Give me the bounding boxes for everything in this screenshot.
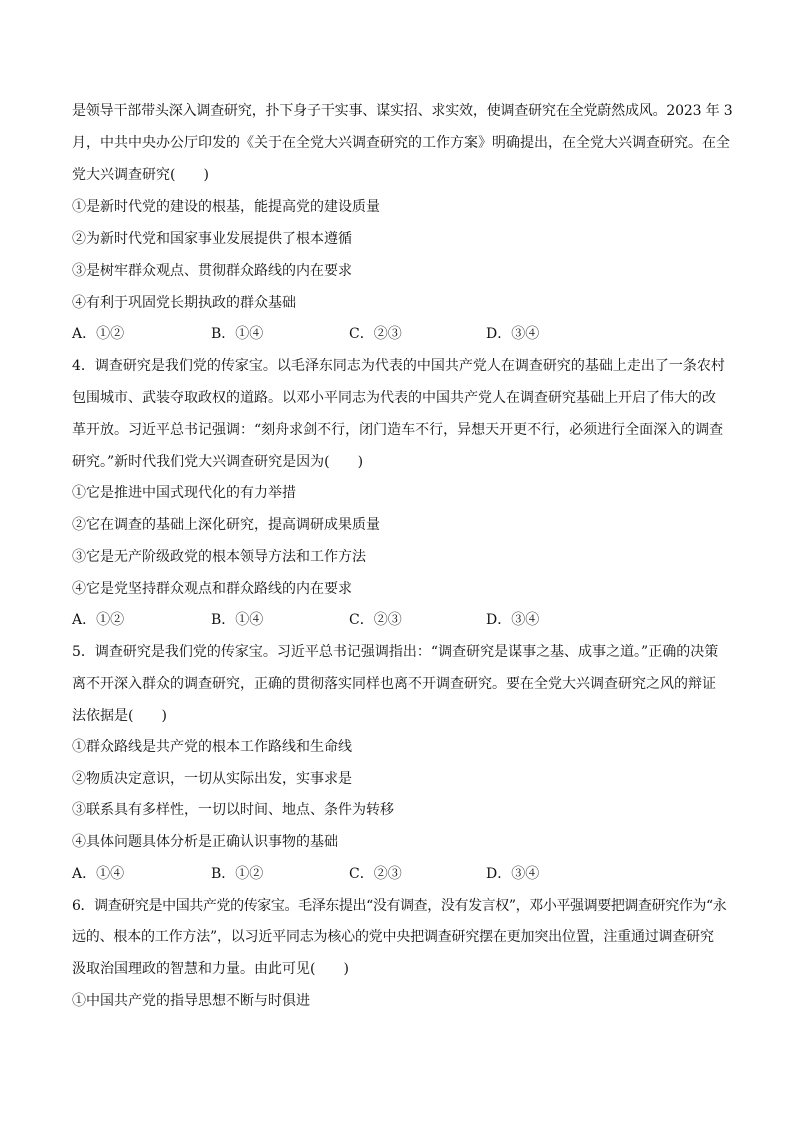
q6-stem-line-3: 汲取治国理政的智慧和力量。由此可见( ) [72, 961, 349, 977]
q4-option-a[interactable]: A．①② [72, 612, 125, 628]
q6-item-1: ①中国共产党的指导思想不断与时俱进 [72, 993, 310, 1009]
q4-option-b[interactable]: B．①④ [211, 612, 264, 628]
q4-item-3: ③它是无产阶级政党的根本领导方法和工作方法 [72, 549, 366, 565]
q5-option-a[interactable]: A．①④ [72, 866, 125, 882]
q6-stem-line-2: 远的、根本的工作方法”，以习近平同志为核心的党中央把调查研究摆在更加突出位置，注重通过调查研究 [72, 929, 714, 945]
q4-stem-line-4: 研究。”新时代我们党大兴调查研究是因为( ) [72, 454, 364, 470]
q3-option-c[interactable]: C．②③ [349, 326, 402, 342]
q4-item-4: ④它是党坚持群众观点和群众路线的内在要求 [72, 581, 352, 597]
q5-option-c[interactable]: C．②③ [349, 866, 402, 882]
q3-stem-line-1: 是领导干部带头深入调查研究，扑下身子干实事、谋实招、求实效，使调查研究在全党蔚然成风。2023 年 3 [72, 103, 733, 119]
q4-stem-line-1: 4．调查研究是我们党的传家宝。以毛泽东同志为代表的中国共产党人在调查研究的基础上走出了一条农村 [72, 358, 725, 374]
q3-item-4: ④有利于巩固党长期执政的群众基础 [72, 295, 296, 311]
q4-stem-line-3: 革开放。习近平总书记强调：“刻舟求剑不行，闭门造车不行，异想天开更不行，必须进行全面深入的调查 [72, 422, 724, 438]
q4-option-c[interactable]: C．②③ [349, 612, 402, 628]
q3-stem-line-3: 党大兴调查研究( ) [72, 167, 209, 183]
q6-stem-line-1: 6．调查研究是中国共产党的传家宝。毛泽东提出“没有调查，没有发言权”，邓小平强调要把调查研究作为“永 [72, 898, 727, 914]
q4-stem-line-2: 包围城市、武装夺取政权的道路。以邓小平同志为代表的中国共产党人在调查研究基础上开启了伟大的改 [72, 390, 716, 406]
q4-option-d[interactable]: D．③④ [486, 612, 540, 628]
q5-stem-line-2: 离不开深入群众的调查研究，正确的贯彻落实同样也离不开调查研究。要在全党大兴调查研究之风的辩证 [72, 676, 716, 692]
q5-stem-line-3: 法依据是( ) [72, 708, 167, 724]
q5-stem-line-1: 5．调查研究是我们党的传家宝。习近平总书记强调指出：“调查研究是谋事之基、成事之道。”正确的决策 [72, 644, 719, 660]
q4-item-2: ②它在调查的基础上深化研究，提高调研成果质量 [72, 517, 380, 533]
q5-item-3: ③联系具有多样性，一切以时间、地点、条件为转移 [72, 802, 394, 818]
q3-item-1: ①是新时代党的建设的根基，能提高党的建设质量 [72, 199, 380, 215]
q5-option-d[interactable]: D．③④ [486, 866, 540, 882]
q4-item-1: ①它是推进中国式现代化的有力举措 [72, 485, 296, 501]
q5-option-b[interactable]: B．①② [211, 866, 264, 882]
q5-item-1: ①群众路线是共产党的根本工作路线和生命线 [72, 739, 352, 755]
q3-stem-line-2: 月，中共中央办公厅印发的《关于在全党大兴调查研究的工作方案》明确提出，在全党大兴调查研究。在全 [72, 135, 730, 151]
q5-item-4: ④具体问题具体分析是正确认识事物的基础 [72, 834, 338, 850]
q3-item-2: ②为新时代党和国家事业发展提供了根本遵循 [72, 231, 352, 247]
q3-option-b[interactable]: B．①④ [211, 326, 264, 342]
q3-option-a[interactable]: A．①② [72, 326, 125, 342]
q3-item-3: ③是树牢群众观点、贯彻群众路线的内在要求 [72, 263, 352, 279]
q5-options [72, 864, 732, 884]
q4-options [72, 610, 732, 630]
q5-item-2: ②物质决定意识，一切从实际出发，实事求是 [72, 771, 352, 787]
q3-option-d[interactable]: D．③④ [486, 326, 540, 342]
q3-options [72, 324, 732, 344]
